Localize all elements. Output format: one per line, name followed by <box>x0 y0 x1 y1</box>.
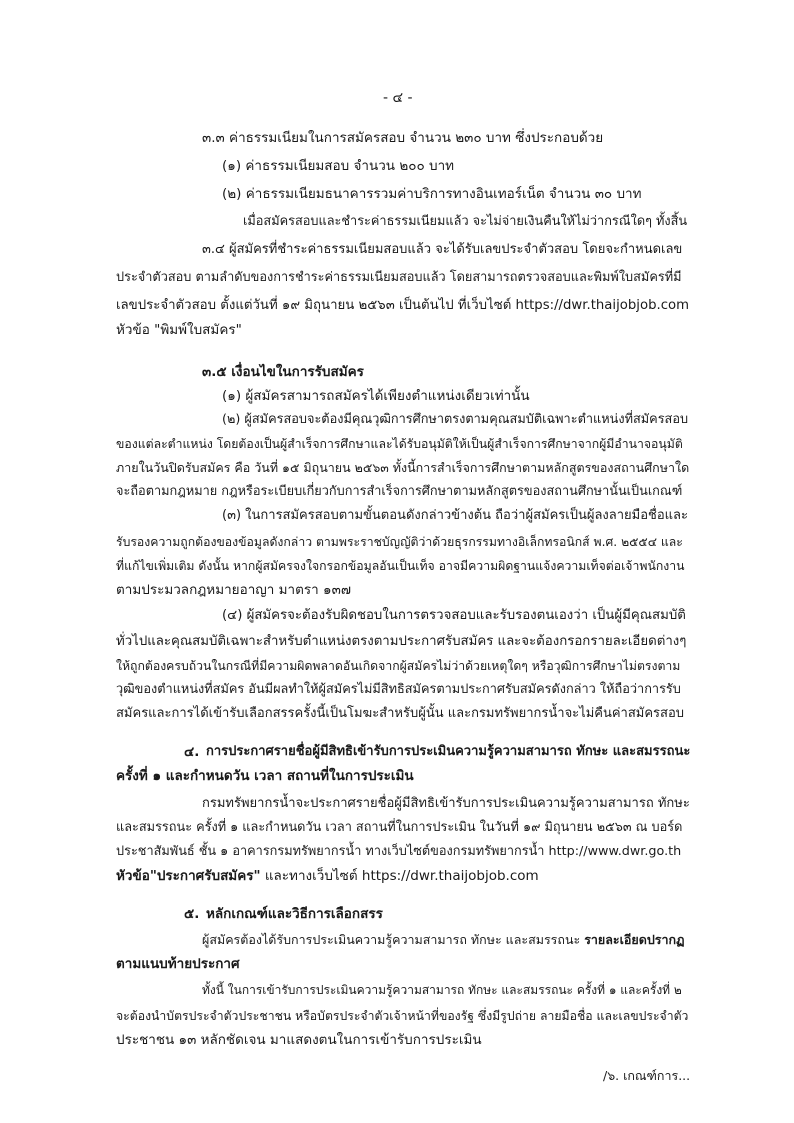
section-4-para-line-1: กรมทรัพยากรน้ำจะประกาศรายชื่อผู้มีสิทธิเข้ารับการประเมินความรู้ความสามารถ ทักษะ <box>202 796 690 811</box>
condition-2-line-3: ภายในวันปิดรับสมัคร คือ วันที่ ๑๕ มิถุนายน ๒๕๖๓ ทั้งนี้การสำเร็จการศึกษาตามหลักสูตรของสถานศึกษาใด <box>116 460 690 475</box>
section-4-topic: หัวข้อ"ประกาศรับสมัคร" <box>116 868 261 884</box>
exam-id-line-2: ประจำตัวสอบ ตามลำดับของการชำระค่าธรรมเนียมสอบแล้ว โดยสามารถตรวจสอบและพิมพ์ใบสมัครที่มี <box>116 270 682 285</box>
exam-id-line-1: ๓.๔ ผู้สมัครที่ชำระค่าธรรมเนียมสอบแล้ว จะได้รับเลขประจำตัวสอบ โดยจะกำหนดเลข <box>202 242 683 257</box>
condition-4-line-3: ให้ถูกต้องครบถ้วนในกรณีที่มีความผิดพลาดอันเกิดจากผู้สมัครไม่ว่าด้วยเหตุใดๆ หรือวุฒิการศึกษาไม่ตรงตาม <box>116 659 681 673</box>
page-number: - ๔ - <box>383 90 413 106</box>
condition-3-line-2: รับรองความถูกต้องของข้อมูลดังกล่าว ตามพระราชบัญญัติว่าด้วยธุรกรรมทางอิเล็กทรอนิกส์ พ.ศ. ๒๕๕๔ และ <box>116 535 683 549</box>
condition-4-line-5: สมัครและการได้เข้ารับเลือกสรรครั้งนี้เป็นโมฆะสำหรับผู้นั้น และกรมทรัพยากรน้ำจะไม่คืนค่าสมัครสอบ <box>116 706 685 721</box>
section-4-website: และทางเว็บไซต์ https://dwr.thaijobjob.com <box>260 868 539 884</box>
condition-2-line-1: (๒) ผู้สมัครสอบจะต้องมีคุณวุฒิการศึกษาตรงตามคุณสมบัติเฉพาะตำแหน่งที่สมัครสอบ <box>222 412 689 427</box>
condition-3-line-4: ตามประมวลกฎหมายอาญา มาตรา ๑๓๗ <box>116 582 351 598</box>
fee-item-2: (๒) ค่าธรรมเนียมธนาคารรวมค่าบริการทางอินเทอร์เน็ต จำนวน ๓๐ บาท <box>222 186 642 202</box>
section-5-heading: หลักเกณฑ์และวิธีการเลือกสรร <box>206 906 383 922</box>
condition-2-line-2: ของแต่ละตำแหน่ง โดยต้องเป็นผู้สำเร็จการศึกษาและได้รับอนุมัติให้เป็นผู้สำเร็จการศึกษาจากผู้มีอำนาจอนุมัติ <box>116 437 683 451</box>
section-5-para-2-line-1: ทั้งนี้ ในการเข้ารับการประเมินความรู้ความสามารถ ทักษะ และสมรรถนะ ครั้งที่ ๑ และครั้งที่ ๒ <box>202 983 682 997</box>
condition-4-line-2: ทั่วไปและคุณสมบัติเฉพาะสำหรับตำแหน่งตรงตามประกาศรับสมัคร และจะต้องกรอกรายละเอียดต่างๆ <box>116 634 687 649</box>
condition-3-line-3: ที่แก้ไขเพิ่มเติม ดังนั้น หากผู้สมัครจงใจกรอกข้อมูลอันเป็นเท็จ อาจมีความผิดฐานแจ้งความเท็จต่อเจ้าพนักงาน <box>116 559 685 573</box>
section-5-para-1-emphasis: รายละเอียดปรากฏ <box>584 932 685 947</box>
condition-4-line-1: (๔) ผู้สมัครจะต้องรับผิดชอบในการตรวจสอบและรับรองตนเองว่า เป็นผู้มีคุณสมบัติ <box>222 608 686 623</box>
section-4-number: ๔. <box>184 744 200 760</box>
section-5-para-2-line-3: ประชาชน ๑๓ หลักชัดเจน มาแสดงตนในการเข้ารับการประเมิน <box>116 1032 482 1048</box>
condition-3-line-1: (๓) ในการสมัครสอบตามขั้นตอนดังกล่าวข้างต้น ถือว่าผู้สมัครเป็นผู้ลงลายมือชื่อและ <box>222 508 688 523</box>
section-5-para-2-line-2: จะต้องนำบัตรประจำตัวประชาชน หรือบัตรประจำตัวเจ้าหน้าที่ของรัฐ ซึ่งมีรูปถ่าย ลายมือชื่อ และเลขประจำตัว <box>116 1009 689 1023</box>
conditions-heading: ๓.๕ เงื่อนไขในการรับสมัคร <box>202 364 364 380</box>
section-4-heading-line-2: ครั้งที่ ๑ และกำหนดวัน เวลา สถานที่ในการประเมิน <box>116 768 414 784</box>
section-4-para-line-4 <box>116 866 539 886</box>
section-4-heading-line-1: การประกาศรายชื่อผู้มีสิทธิเข้ารับการประเมินความรู้ความสามารถ ทักษะ และสมรรถนะ <box>206 744 691 759</box>
fee-heading: ๓.๓ ค่าธรรมเนียมในการสมัครสอบ จำนวน ๒๓๐ บาท ซึ่งประกอบด้วย <box>202 130 604 146</box>
section-4-para-line-3: ประชาสัมพันธ์ ชั้น ๑ อาคารกรมทรัพยากรน้ำ ทางเว็บไซต์ของกรมทรัพยากรน้ำ http://www.dwr.go.th <box>116 844 682 859</box>
section-5-para-1-text: ผู้สมัครต้องได้รับการประเมินความรู้ความสามารถ ทักษะ และสมรรถนะ <box>202 932 585 947</box>
condition-1: (๑) ผู้สมัครสามารถสมัครได้เพียงตำแหน่งเดียวเท่านั้น <box>222 388 530 404</box>
fee-item-1: (๑) ค่าธรรมเนียมสอบ จำนวน ๒๐๐ บาท <box>222 158 455 174</box>
fee-note: เมื่อสมัครสอบและชำระค่าธรรมเนียมแล้ว จะไม่จ่ายเงินคืนให้ไม่ว่ากรณีใดๆ ทั้งสิ้น <box>243 214 688 229</box>
exam-id-line-3: เลขประจำตัวสอบ ตั้งแต่วันที่ ๑๙ มิถุนายน ๒๕๖๓ เป็นต้นไป ที่เว็บไซต์ https://dwr.thaijobjob.com <box>116 298 690 313</box>
condition-2-line-4: จะถือตามกฎหมาย กฎหรือระเบียบเกี่ยวกับการสำเร็จการศึกษาตามหลักสูตรของสถานศึกษานั้นเป็นเกณฑ์ <box>116 484 683 499</box>
section-4-para-line-2: และสมรรถนะ ครั้งที่ ๑ และกำหนดวัน เวลา สถานที่ในการประเมิน ในวันที่ ๑๙ มิถุนายน ๒๕๖๓ ณ บอร์ด <box>116 820 683 835</box>
exam-id-line-4: หัวข้อ "พิมพ์ใบสมัคร" <box>116 322 242 338</box>
continuation-footer: /๖. เกณฑ์การ... <box>603 1068 691 1083</box>
section-5-number: ๕. <box>184 906 200 922</box>
section-5-para-1-line-1 <box>202 930 684 950</box>
condition-4-line-4: วุฒิของตำแหน่งที่สมัคร อันมีผลทำให้ผู้สมัครไม่มีสิทธิสมัครตามประกาศรับสมัครดังกล่าว ให้ถือว่าการรับ <box>116 682 681 697</box>
section-5-para-1-line-2: ตามแนบท้ายประกาศ <box>116 956 240 972</box>
